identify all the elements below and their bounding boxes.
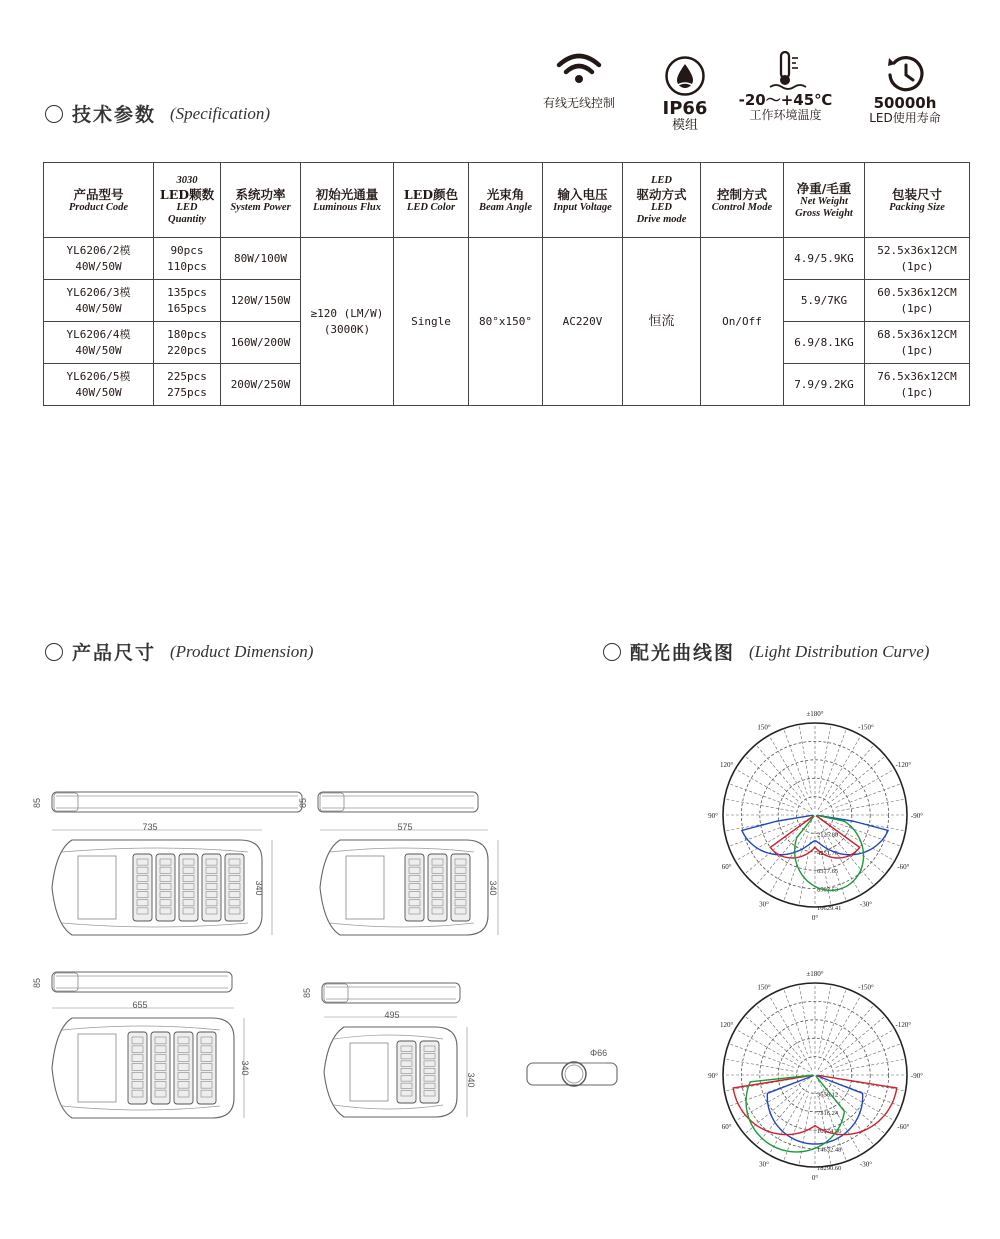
cell-system-power: 120W/150W <box>221 280 301 322</box>
cell-led-quantity: 180pcs 220pcs <box>154 322 221 364</box>
polar-radial-line <box>823 989 847 1055</box>
width-dimension-label: 340 <box>466 1072 476 1088</box>
curve-title-en: (Light Distribution Curve) <box>749 641 930 661</box>
dimension-title-cn: 产品尺寸 <box>72 642 157 664</box>
polar-angle-label: -30° <box>859 1160 873 1169</box>
dimension-title-en: (Product Dimension) <box>170 641 314 661</box>
polar-radial-line <box>818 995 861 1069</box>
polar-radial-line <box>823 729 847 795</box>
header-luminous-flux: 初始光通量 Luminous Flux <box>301 163 394 238</box>
polar-radial-line <box>819 984 831 1053</box>
polar-angle-label: 120° <box>720 1021 734 1029</box>
polar-ring-value: 10974.36 <box>817 1128 842 1136</box>
polar-angle-label: ±180° <box>806 970 824 978</box>
polar-angle-label: -30° <box>859 900 873 909</box>
pole-diameter-label: Φ66 <box>590 1048 608 1058</box>
cell-packing-size: 52.5x36x12CM (1pc) <box>865 238 970 280</box>
led-module <box>156 854 175 921</box>
cell-beam-angle: 80°x150° <box>469 238 543 406</box>
cell-led-color: Single <box>394 238 469 406</box>
top-view-edge <box>334 1105 443 1109</box>
header-beam-angle: 光束角 Beam Angle <box>469 163 543 238</box>
header-weight: 净重/毛重 Net Weight Gross Weight <box>784 163 865 238</box>
polar-ring-value: 3658.12 <box>817 1091 839 1099</box>
luminaire-drawing <box>32 792 302 935</box>
header-packing-size: 包装尺寸 Packing Size <box>865 163 970 238</box>
polar-radial-line <box>724 799 793 811</box>
header-control-mode: 控制方式 Control Mode <box>701 163 784 238</box>
top-view-edge <box>62 1026 220 1030</box>
polar-radial-line <box>836 784 902 808</box>
led-module <box>225 854 244 921</box>
polar-radial-line <box>735 1029 809 1072</box>
polar-angle-label: -60° <box>897 863 910 871</box>
polar-angle-label: 120° <box>720 761 734 769</box>
header-product-code: 产品型号 Product Code <box>44 163 154 238</box>
driver-box <box>78 856 116 919</box>
polar-angle-label: -150° <box>858 723 874 732</box>
cell-led-quantity: 135pcs 165pcs <box>154 280 221 322</box>
cell-weight: 7.9/9.2KG <box>784 364 865 406</box>
length-dimension-label: 575 <box>397 822 413 832</box>
polar-ring <box>778 1038 852 1112</box>
feature-temperature: -20～+45℃ 工作环境温度 <box>738 50 833 122</box>
polar-angle-label: -90° <box>910 1072 924 1080</box>
led-module <box>202 854 221 921</box>
polar-radial-line <box>837 1059 906 1071</box>
polar-angle-label: 60° <box>721 863 732 871</box>
cell-system-power: 160W/200W <box>221 322 301 364</box>
luminaire-drawing <box>302 983 476 1117</box>
polar-ring-value: 7316.24 <box>817 1109 839 1117</box>
side-view-outline <box>318 792 478 812</box>
polar-radial-line <box>729 1044 795 1068</box>
led-module <box>128 1032 147 1104</box>
polar-radial-line <box>729 784 795 808</box>
led-module <box>174 1032 193 1104</box>
feature-wireless: 有线无线控制 <box>530 53 628 110</box>
led-module <box>405 854 424 921</box>
side-view-outline <box>52 792 302 812</box>
polar-angle-label: 90° <box>708 1072 718 1080</box>
top-view-edge <box>334 1035 443 1039</box>
width-dimension-label: 340 <box>254 880 264 896</box>
cell-packing-size: 60.5x36x12CM (1pc) <box>865 280 970 322</box>
polar-radial-line <box>820 1029 894 1072</box>
polar-radial-line <box>784 729 808 795</box>
polar-radial-line <box>784 989 808 1055</box>
polar-angle-label: 0° <box>811 914 819 922</box>
cell-drive-mode: 恒流 <box>623 238 701 406</box>
polar-angle-label: 0° <box>811 1174 819 1182</box>
polar-ring-value: 6377.65 <box>817 868 839 876</box>
header-drive-mode: LED 驱动方式 LED Drive mode <box>623 163 701 238</box>
driver-box <box>78 1034 116 1102</box>
feature-lifetime: 50000h LED使用寿命 <box>855 55 955 125</box>
polar-outer-ring <box>723 723 910 907</box>
polar-radial-line <box>769 735 812 809</box>
polar-radial-line <box>819 724 831 793</box>
cell-product-code: YL6206/2模 40W/50W <box>44 238 154 280</box>
cell-packing-size: 68.5x36x12CM (1pc) <box>865 322 970 364</box>
polar-ring-value: 4251.76 <box>817 849 839 857</box>
polar-radial-line <box>836 823 902 847</box>
polar-radial-line <box>735 769 809 812</box>
height-dimension-label: 85 <box>302 987 312 999</box>
driver-box <box>350 1043 388 1101</box>
polar-radial-line <box>724 1059 793 1071</box>
polar-angle-label: 90° <box>708 812 718 820</box>
length-dimension-label: 655 <box>132 1000 148 1010</box>
top-view-edge <box>62 848 248 852</box>
driver-box <box>346 856 384 919</box>
polar-radial-line <box>837 799 906 811</box>
polar-angle-label: 60° <box>721 1123 732 1131</box>
pole-circle-inner <box>565 1065 583 1083</box>
cell-system-power: 200W/250W <box>221 364 301 406</box>
polar-radial-line <box>799 984 811 1053</box>
cell-input-voltage: AC220V <box>543 238 623 406</box>
height-dimension-label: 85 <box>32 797 42 809</box>
luminaire-drawing <box>32 972 250 1118</box>
spec-title-en: (Specification) <box>170 103 271 123</box>
polar-angle-label: ±180° <box>806 710 824 718</box>
cell-weight: 5.9/7KG <box>784 280 865 322</box>
led-module <box>179 854 198 921</box>
feature-ip66: IP66 模组 <box>650 55 720 133</box>
polar-radial-line <box>769 995 812 1069</box>
polar-radial-line <box>729 823 795 847</box>
height-dimension-label: 85 <box>32 977 42 989</box>
polar-angle-label: 150° <box>757 723 771 732</box>
polar-angle-label: 30° <box>759 900 769 909</box>
cell-led-quantity: 90pcs 110pcs <box>154 238 221 280</box>
led-module <box>151 1032 170 1104</box>
pole-adapter-drawing <box>527 1048 617 1086</box>
width-dimension-label: 340 <box>240 1060 250 1076</box>
cell-product-code: YL6206/4模 40W/50W <box>44 322 154 364</box>
cell-product-code: YL6206/5模 40W/50W <box>44 364 154 406</box>
led-module <box>133 854 152 921</box>
polar-angle-label: -120° <box>895 761 912 769</box>
length-dimension-label: 735 <box>142 822 158 832</box>
cell-product-code: YL6206/3模 40W/50W <box>44 280 154 322</box>
cell-led-quantity: 225pcs 275pcs <box>154 364 221 406</box>
cell-packing-size: 76.5x36x12CM (1pc) <box>865 364 970 406</box>
header-input-voltage: 输入电压 Input Voltage <box>543 163 623 238</box>
pole-circle <box>562 1062 586 1086</box>
side-view-outline <box>322 983 460 1003</box>
polar-ring-value: 18290.60 <box>817 1165 842 1172</box>
top-view-edge <box>330 848 474 852</box>
spec-title-cn: 技术参数 <box>72 104 157 126</box>
polar-angle-label: -60° <box>897 1123 910 1131</box>
polar-angle-label: 30° <box>759 1160 769 1169</box>
polar-angle-label: -120° <box>895 1021 912 1029</box>
polar-ring-value: 8503.53 <box>817 886 839 894</box>
width-dimension-label: 340 <box>488 880 498 896</box>
cell-weight: 4.9/5.9KG <box>784 238 865 280</box>
polar-grid <box>723 723 910 907</box>
polar-angle-label: 150° <box>757 983 771 992</box>
led-module <box>428 854 447 921</box>
polar-angle-label: -150° <box>858 983 874 992</box>
pole-adapter-outline <box>527 1063 617 1085</box>
led-module <box>197 1032 216 1104</box>
length-dimension-label: 495 <box>384 1010 400 1020</box>
header-system-power: 系统功率 System Power <box>221 163 301 238</box>
top-view-edge <box>62 1106 220 1110</box>
side-view-outline <box>52 972 232 992</box>
header-led-quantity: 3030 LED颗数 LED Quantity <box>154 163 221 238</box>
polar-radial-line <box>836 1044 902 1068</box>
polar-radial-line <box>818 735 861 809</box>
polar-grid <box>723 983 910 1167</box>
curve-title-cn: 配光曲线图 <box>630 642 736 664</box>
cell-luminous-flux: ≥120 (LM/W) (3000K) <box>301 238 394 406</box>
polar-ring-value: 10629.41 <box>817 905 842 912</box>
header-led-color: LED颜色 LED Color <box>394 163 469 238</box>
luminaire-drawing <box>298 792 498 935</box>
top-view-edge <box>62 923 248 927</box>
cell-system-power: 80W/100W <box>221 238 301 280</box>
light-distribution-chart-1 <box>705 705 925 925</box>
top-view-edge <box>330 923 474 927</box>
polar-angle-label: -90° <box>910 812 924 820</box>
cell-weight: 6.9/8.1KG <box>784 322 865 364</box>
light-distribution-chart-2 <box>705 965 925 1185</box>
polar-outer-ring <box>723 983 910 1167</box>
cell-control-mode: On/Off <box>701 238 784 406</box>
led-module <box>397 1041 416 1103</box>
height-dimension-label: 85 <box>298 797 308 809</box>
polar-ring-value: 14632.48 <box>817 1146 842 1154</box>
led-module <box>451 854 470 921</box>
led-module <box>420 1041 439 1103</box>
polar-radial-line <box>799 724 811 793</box>
polar-radial-line <box>820 769 894 812</box>
polar-ring-value: 2125.88 <box>817 831 839 839</box>
